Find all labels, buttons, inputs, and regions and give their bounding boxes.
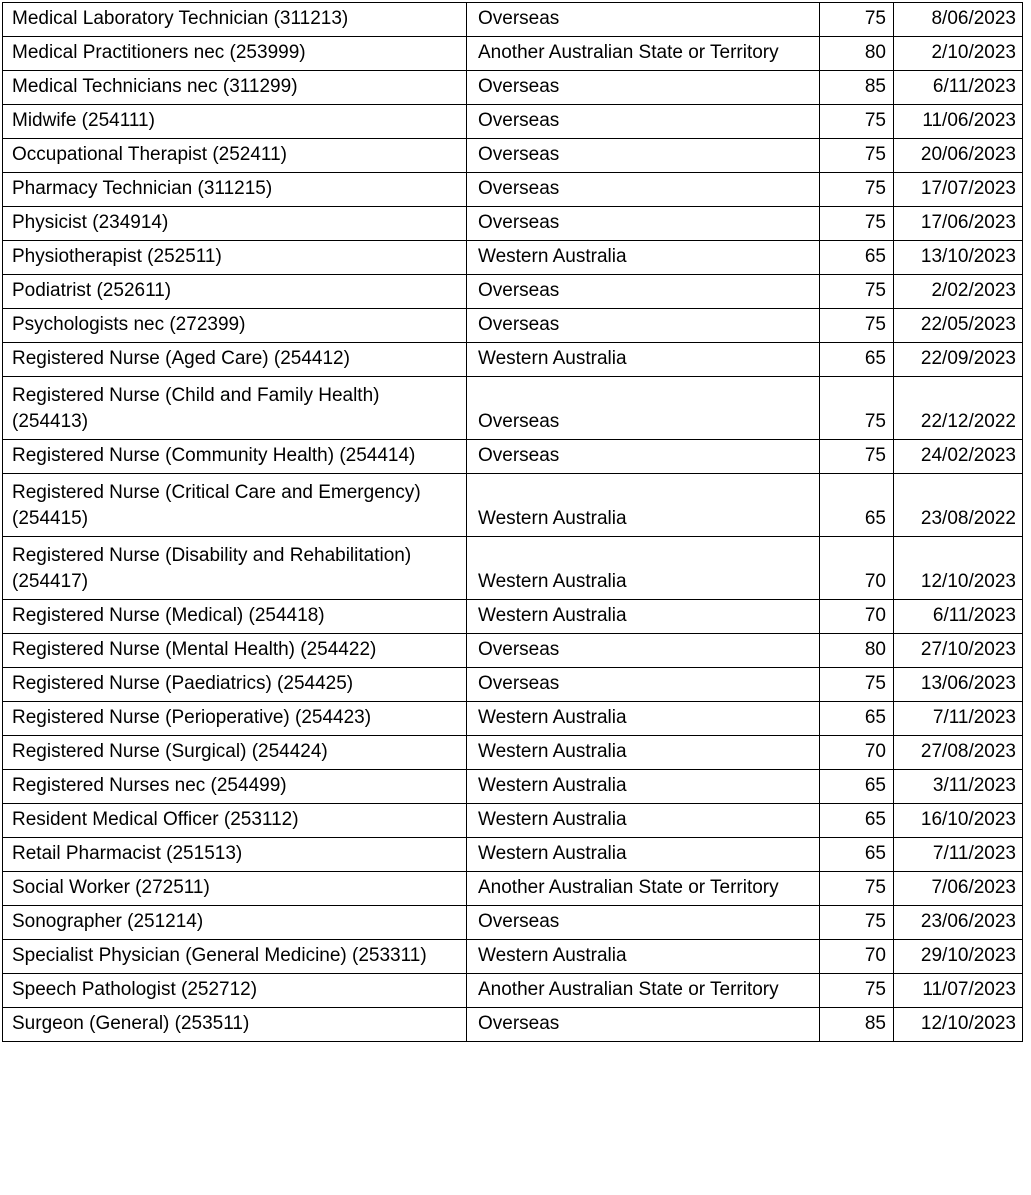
points-cell: 65 <box>820 838 894 872</box>
points-cell: 75 <box>820 906 894 940</box>
table-row <box>3 1008 1023 1042</box>
location-cell: Another Australian State or Territory <box>467 872 820 906</box>
date-cell: 6/11/2023 <box>894 71 1023 105</box>
points-cell: 75 <box>820 105 894 139</box>
occupation-cell: Registered Nurse (Community Health) (254414) <box>3 440 467 474</box>
occupation-cell: Speech Pathologist (252712) <box>3 974 467 1008</box>
date-cell: 22/09/2023 <box>894 343 1023 377</box>
occupation-cell: Resident Medical Officer (253112) <box>3 804 467 838</box>
occupation-cell: Registered Nurse (Disability and Rehabilitation) (254417) <box>3 537 467 600</box>
points-cell: 75 <box>820 872 894 906</box>
date-cell: 27/10/2023 <box>894 634 1023 668</box>
date-cell: 17/07/2023 <box>894 173 1023 207</box>
table-row <box>3 668 1023 702</box>
points-cell: 80 <box>820 37 894 71</box>
occupation-table <box>2 2 1023 1042</box>
location-cell: Overseas <box>467 207 820 241</box>
date-cell: 11/07/2023 <box>894 974 1023 1008</box>
points-cell: 65 <box>820 474 894 537</box>
occupation-cell: Registered Nurse (Surgical) (254424) <box>3 736 467 770</box>
location-cell: Western Australia <box>467 343 820 377</box>
points-cell: 70 <box>820 537 894 600</box>
location-cell: Overseas <box>467 440 820 474</box>
table-row <box>3 37 1023 71</box>
occupation-cell: Registered Nurse (Critical Care and Emergency) (254415) <box>3 474 467 537</box>
table-row <box>3 702 1023 736</box>
table-row <box>3 838 1023 872</box>
occupation-cell: Registered Nurse (Aged Care) (254412) <box>3 343 467 377</box>
occupation-cell: Registered Nurse (Child and Family Health) (254413) <box>3 377 467 440</box>
points-cell: 65 <box>820 702 894 736</box>
table-row <box>3 770 1023 804</box>
location-cell: Overseas <box>467 3 820 37</box>
table-row <box>3 275 1023 309</box>
occupation-cell: Physicist (234914) <box>3 207 467 241</box>
date-cell: 7/11/2023 <box>894 838 1023 872</box>
location-cell: Overseas <box>467 668 820 702</box>
occupation-cell: Registered Nurses nec (254499) <box>3 770 467 804</box>
table-row <box>3 440 1023 474</box>
location-cell: Overseas <box>467 634 820 668</box>
date-cell: 7/11/2023 <box>894 702 1023 736</box>
points-cell: 70 <box>820 600 894 634</box>
location-cell: Western Australia <box>467 770 820 804</box>
location-cell: Western Australia <box>467 537 820 600</box>
occupation-cell: Midwife (254111) <box>3 105 467 139</box>
occupation-cell: Registered Nurse (Perioperative) (254423) <box>3 702 467 736</box>
date-cell: 3/11/2023 <box>894 770 1023 804</box>
table-row <box>3 241 1023 275</box>
date-cell: 20/06/2023 <box>894 139 1023 173</box>
location-cell: Overseas <box>467 139 820 173</box>
location-cell: Overseas <box>467 275 820 309</box>
points-cell: 85 <box>820 71 894 105</box>
date-cell: 23/06/2023 <box>894 906 1023 940</box>
occupation-cell: Sonographer (251214) <box>3 906 467 940</box>
date-cell: 29/10/2023 <box>894 940 1023 974</box>
table-row <box>3 940 1023 974</box>
date-cell: 11/06/2023 <box>894 105 1023 139</box>
date-cell: 24/02/2023 <box>894 440 1023 474</box>
table-row <box>3 974 1023 1008</box>
date-cell: 2/10/2023 <box>894 37 1023 71</box>
occupation-cell: Specialist Physician (General Medicine) (253311) <box>3 940 467 974</box>
date-cell: 22/12/2022 <box>894 377 1023 440</box>
location-cell: Another Australian State or Territory <box>467 37 820 71</box>
table-row <box>3 105 1023 139</box>
date-cell: 23/08/2022 <box>894 474 1023 537</box>
points-cell: 75 <box>820 309 894 343</box>
points-cell: 75 <box>820 139 894 173</box>
table-row <box>3 377 1023 440</box>
table-row <box>3 804 1023 838</box>
location-cell: Western Australia <box>467 940 820 974</box>
date-cell: 13/06/2023 <box>894 668 1023 702</box>
date-cell: 27/08/2023 <box>894 736 1023 770</box>
location-cell: Overseas <box>467 173 820 207</box>
location-cell: Western Australia <box>467 804 820 838</box>
date-cell: 22/05/2023 <box>894 309 1023 343</box>
occupation-cell: Medical Technicians nec (311299) <box>3 71 467 105</box>
points-cell: 70 <box>820 940 894 974</box>
occupation-cell: Podiatrist (252611) <box>3 275 467 309</box>
location-cell: Overseas <box>467 377 820 440</box>
date-cell: 13/10/2023 <box>894 241 1023 275</box>
occupation-cell: Psychologists nec (272399) <box>3 309 467 343</box>
location-cell: Overseas <box>467 105 820 139</box>
occupation-cell: Occupational Therapist (252411) <box>3 139 467 173</box>
table-row <box>3 736 1023 770</box>
occupation-cell: Retail Pharmacist (251513) <box>3 838 467 872</box>
date-cell: 17/06/2023 <box>894 207 1023 241</box>
occupation-cell: Surgeon (General) (253511) <box>3 1008 467 1042</box>
points-cell: 85 <box>820 1008 894 1042</box>
points-cell: 75 <box>820 377 894 440</box>
points-cell: 80 <box>820 634 894 668</box>
location-cell: Another Australian State or Territory <box>467 974 820 1008</box>
points-cell: 65 <box>820 241 894 275</box>
occupation-cell: Medical Practitioners nec (253999) <box>3 37 467 71</box>
table-row <box>3 207 1023 241</box>
points-cell: 65 <box>820 804 894 838</box>
table-body <box>3 3 1023 1042</box>
points-cell: 65 <box>820 770 894 804</box>
table-row <box>3 3 1023 37</box>
points-cell: 70 <box>820 736 894 770</box>
points-cell: 75 <box>820 440 894 474</box>
table-row <box>3 139 1023 173</box>
table-row <box>3 537 1023 600</box>
points-cell: 75 <box>820 3 894 37</box>
points-cell: 75 <box>820 275 894 309</box>
table-row <box>3 173 1023 207</box>
points-cell: 75 <box>820 974 894 1008</box>
table-row <box>3 474 1023 537</box>
points-cell: 75 <box>820 668 894 702</box>
date-cell: 2/02/2023 <box>894 275 1023 309</box>
location-cell: Overseas <box>467 1008 820 1042</box>
location-cell: Western Australia <box>467 838 820 872</box>
location-cell: Western Australia <box>467 474 820 537</box>
date-cell: 7/06/2023 <box>894 872 1023 906</box>
table-row <box>3 600 1023 634</box>
occupation-cell: Registered Nurse (Medical) (254418) <box>3 600 467 634</box>
date-cell: 12/10/2023 <box>894 537 1023 600</box>
occupation-cell: Registered Nurse (Paediatrics) (254425) <box>3 668 467 702</box>
occupation-cell: Medical Laboratory Technician (311213) <box>3 3 467 37</box>
location-cell: Overseas <box>467 906 820 940</box>
date-cell: 8/06/2023 <box>894 3 1023 37</box>
occupation-cell: Pharmacy Technician (311215) <box>3 173 467 207</box>
occupation-cell: Social Worker (272511) <box>3 872 467 906</box>
table-row <box>3 906 1023 940</box>
occupation-cell: Registered Nurse (Mental Health) (254422) <box>3 634 467 668</box>
location-cell: Western Australia <box>467 736 820 770</box>
table-row <box>3 872 1023 906</box>
points-cell: 75 <box>820 207 894 241</box>
points-cell: 75 <box>820 173 894 207</box>
date-cell: 16/10/2023 <box>894 804 1023 838</box>
location-cell: Western Australia <box>467 600 820 634</box>
date-cell: 6/11/2023 <box>894 600 1023 634</box>
location-cell: Overseas <box>467 309 820 343</box>
table-row <box>3 634 1023 668</box>
table-row <box>3 309 1023 343</box>
location-cell: Overseas <box>467 71 820 105</box>
occupation-cell: Physiotherapist (252511) <box>3 241 467 275</box>
location-cell: Western Australia <box>467 241 820 275</box>
table-row <box>3 71 1023 105</box>
date-cell: 12/10/2023 <box>894 1008 1023 1042</box>
location-cell: Western Australia <box>467 702 820 736</box>
points-cell: 65 <box>820 343 894 377</box>
table-row <box>3 343 1023 377</box>
